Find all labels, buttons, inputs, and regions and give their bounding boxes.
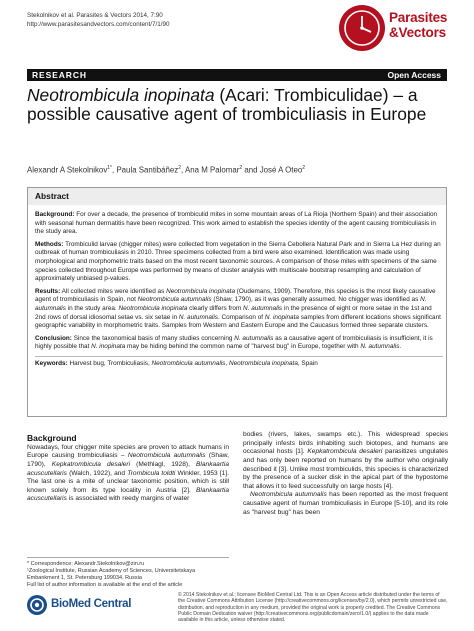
results-text: (Oudemans, 1909). Therefore, this species is the most likely causative agent of trombiculiasis in Spain, not bbox=[35, 287, 436, 304]
abstract-heading: Abstract bbox=[35, 191, 69, 201]
author-4: and José A Oteo bbox=[242, 165, 303, 175]
keywords-label: Keywords: bbox=[35, 359, 68, 367]
body-text: parasitizes ungulates and has only been reported on humans by the author who originally described it [3]. Unlike most trombiculids, this species is characterized by the presence of a sucker disk in the apical part of the hypostome that allows it to feed successfully on large hosts [4]. bbox=[243, 448, 448, 490]
journal-logo bbox=[339, 5, 461, 51]
body-paragraph bbox=[243, 491, 448, 517]
conclusion-label: Conclusion: bbox=[35, 334, 72, 342]
author-info-note: Full list of author information is available at the end of the article bbox=[27, 581, 183, 588]
species-name: N. inopinata bbox=[91, 343, 126, 351]
species-name: Neotrombicula autumnalis bbox=[127, 452, 206, 460]
author-2: , Paula Santibáñez bbox=[112, 165, 179, 175]
author-list bbox=[27, 165, 305, 175]
results-text: samples from different locations shows significant geographic variability in morphometric traits. Samples from Western and Eastern Europe and the Caucasus formed three separate clusters. bbox=[35, 313, 441, 330]
species-name: Neotrombicula autumnalis bbox=[151, 359, 226, 367]
biomed-central-icon bbox=[27, 595, 47, 615]
affiliation-1: ¹Zoological Institute, Russian Academy of Sciences, Universitetskaya Embankment 1, St. Petersburg 199034, Russia bbox=[27, 567, 196, 581]
species-name: N. autumnalis bbox=[234, 334, 274, 342]
species-name: N. autumnalis bbox=[178, 313, 218, 321]
article-citation bbox=[27, 12, 169, 29]
species-name: N. autumnalis bbox=[35, 296, 427, 312]
species-name: N. autumnalis bbox=[243, 304, 283, 312]
body-text: (Methlagl, 1928), bbox=[130, 460, 196, 468]
results-text: in the study area. bbox=[65, 304, 119, 312]
body-paragraph bbox=[27, 444, 229, 504]
species-name: Neotrombicula inopinata bbox=[228, 359, 298, 367]
open-access-label: Open Access bbox=[387, 70, 441, 80]
section-heading-background: Background bbox=[27, 433, 77, 443]
body-text: has been reported as the most frequent causative agent of human trombiculiasis in Europe [5-10], and its role as "harvest bug" has been bbox=[243, 491, 449, 516]
species-name: Neotrombicula inopinata bbox=[118, 304, 188, 312]
species-name: Trombicula toldti bbox=[127, 469, 176, 477]
keywords-text: Harvest bug, Trombiculiasis, bbox=[67, 359, 152, 367]
results-text: (Shaw, 1790), as it was generally assumed. No chigger was identified as bbox=[211, 296, 421, 304]
article-type-banner bbox=[27, 69, 447, 81]
citation-line: Stekolnikov et al. Parasites & Vectors 2014, 7:90 bbox=[27, 12, 163, 19]
clock-icon bbox=[339, 5, 385, 51]
conclusion-text: . bbox=[399, 343, 402, 351]
body-column-left bbox=[27, 434, 229, 504]
journal-name-line2: &Vectors bbox=[389, 24, 446, 40]
keywords-text: , bbox=[225, 359, 229, 367]
species-name: N. autumnalis bbox=[360, 343, 400, 351]
body-text: (Shaw, 1790), bbox=[27, 452, 229, 468]
title-rest: (Acari: Trombiculidae) – a possible causative agent of trombiculiasis in Europe bbox=[27, 85, 427, 124]
title-species: Neotrombicula inopinata bbox=[27, 85, 215, 105]
results-text: in the presence of eight or more setae in the 1st and 2nd rows of dorsal idiosomal setae vs. six setae in bbox=[35, 304, 432, 321]
license-text: © 2014 Stekolnikov et al.; licensee BioMed Central Ltd. This is an Open Access article distributed under the terms of the Creative Commons Attribution License (http://creativecommons.org/licenses/by/2.0), which permits unrestricted use, distribution, and reproduction in any medium, provided the original work is properly credited. The Creative Commons Public Domain Dedication waiver (http://creativecommons.org/publicdomain/zero/1.0/) applies to the data made available in this article, unless otherwise stated. bbox=[178, 592, 448, 624]
author-3-affiliation: 2 bbox=[239, 165, 243, 171]
species-name: Blankaartia acuscutellaris bbox=[27, 486, 229, 503]
results-text: . Comparison of bbox=[217, 313, 265, 321]
body-text: Winkler, 1953 [1]. The last one is a mite of unclear taxonomic position, which is still known solely from its type locality in Austria [2]. bbox=[27, 469, 229, 494]
author-2-affiliation: 2 bbox=[178, 165, 182, 171]
correspondence-email[interactable]: * Correspondence: Alexandr.Stekolnikov@zin.ru bbox=[27, 561, 145, 567]
species-name: Kepkatrombicula desaleri bbox=[307, 448, 383, 456]
methods-label: Methods: bbox=[35, 240, 64, 248]
results-text: clearly differs from bbox=[187, 304, 244, 312]
license-notice bbox=[178, 592, 448, 623]
journal-name-line1: Parasites bbox=[389, 10, 448, 25]
background-text: For over a decade, the presence of trombiculid mites in some mountain areas of La Rioja (Northern Spain) and their association with seasonal human dermatitis have been recognized. This work aimed to establish the species identity of the agent causing trombiculiasis in the study area. bbox=[35, 211, 438, 236]
abstract-methods bbox=[35, 241, 443, 284]
abstract-header bbox=[28, 188, 446, 205]
abstract-box bbox=[27, 187, 447, 417]
abstract-body bbox=[35, 211, 443, 373]
abstract-keywords bbox=[35, 356, 443, 369]
author-4-affiliation: 2 bbox=[302, 165, 306, 171]
species-name: Neotrombicula autumnalis bbox=[137, 296, 212, 304]
keywords-text: , Spain bbox=[297, 359, 318, 367]
species-name: N. inopinata bbox=[264, 313, 299, 321]
methods-text: Trombiculid larvae (chigger mites) were collected from vegetation in the Sierra Cebollera Natural Park and in Sierra La Hez during an outbreak of human trombiculiasis in 2010. Three specimens collected from a bird were also examined. Identification was made using morphological and morphometric traits based on the most recent taxonomic sources. A comparison of those mites with specimens of the same species collected throughout Europe was performed by means of cluster analysis with multiscale bootstrap resampling and calculation of approximately unbiased p-values. bbox=[35, 240, 441, 283]
body-column-right bbox=[243, 431, 448, 517]
species-name: Kepkatrombicula desaleri bbox=[51, 460, 131, 468]
author-3: , Ana M Palomar bbox=[181, 165, 240, 175]
background-label: Background: bbox=[35, 211, 75, 218]
body-text: (Walch, 1922), and bbox=[66, 469, 128, 477]
author-1: Alexandr A Stekolnikov bbox=[27, 165, 108, 175]
conclusion-text: Since the taxonomical basis of many studies concerning bbox=[71, 334, 235, 342]
body-text: bodies (rivers, lakes, swamps etc.). This widespread species principally infests birds inhabiting such biotopes, and humans are occasional hosts [1]. bbox=[243, 431, 448, 456]
results-text: All collected mites were identified as bbox=[60, 287, 167, 295]
publisher-logo bbox=[27, 595, 147, 617]
species-name: Neotrombicula autumnalis bbox=[250, 491, 327, 499]
body-paragraph bbox=[243, 431, 448, 491]
conclusion-text: as a causative agent of trombiculiasis is insufficient, it is highly possible that bbox=[35, 334, 433, 351]
species-name: Blankaartia acuscutellaris bbox=[27, 460, 229, 477]
body-text: is associated with reedy margins of water bbox=[66, 495, 190, 503]
publisher-name: BioMed Central bbox=[51, 598, 132, 610]
abstract-results bbox=[35, 288, 443, 331]
abstract-background bbox=[35, 211, 443, 237]
species-name: Neotrombicula inopinata bbox=[166, 287, 235, 295]
conclusion-text: may be hiding behind the common name of "harvest bug" in Europe, together with bbox=[125, 343, 361, 351]
results-label: Results: bbox=[35, 287, 61, 295]
body-text: Nowadays, four chigger mite species are proven to attack humans in Europe causing trombiculiasis – bbox=[27, 443, 229, 460]
author-1-affiliation: 1* bbox=[107, 165, 113, 171]
article-title bbox=[27, 86, 452, 123]
article-url-link[interactable]: http://www.parasitesandvectors.com/content/7/1/90 bbox=[27, 20, 170, 28]
journal-name bbox=[389, 11, 447, 40]
article-type-label: RESEARCH bbox=[32, 70, 87, 80]
abstract-conclusion bbox=[35, 335, 443, 352]
footnotes bbox=[27, 557, 229, 589]
